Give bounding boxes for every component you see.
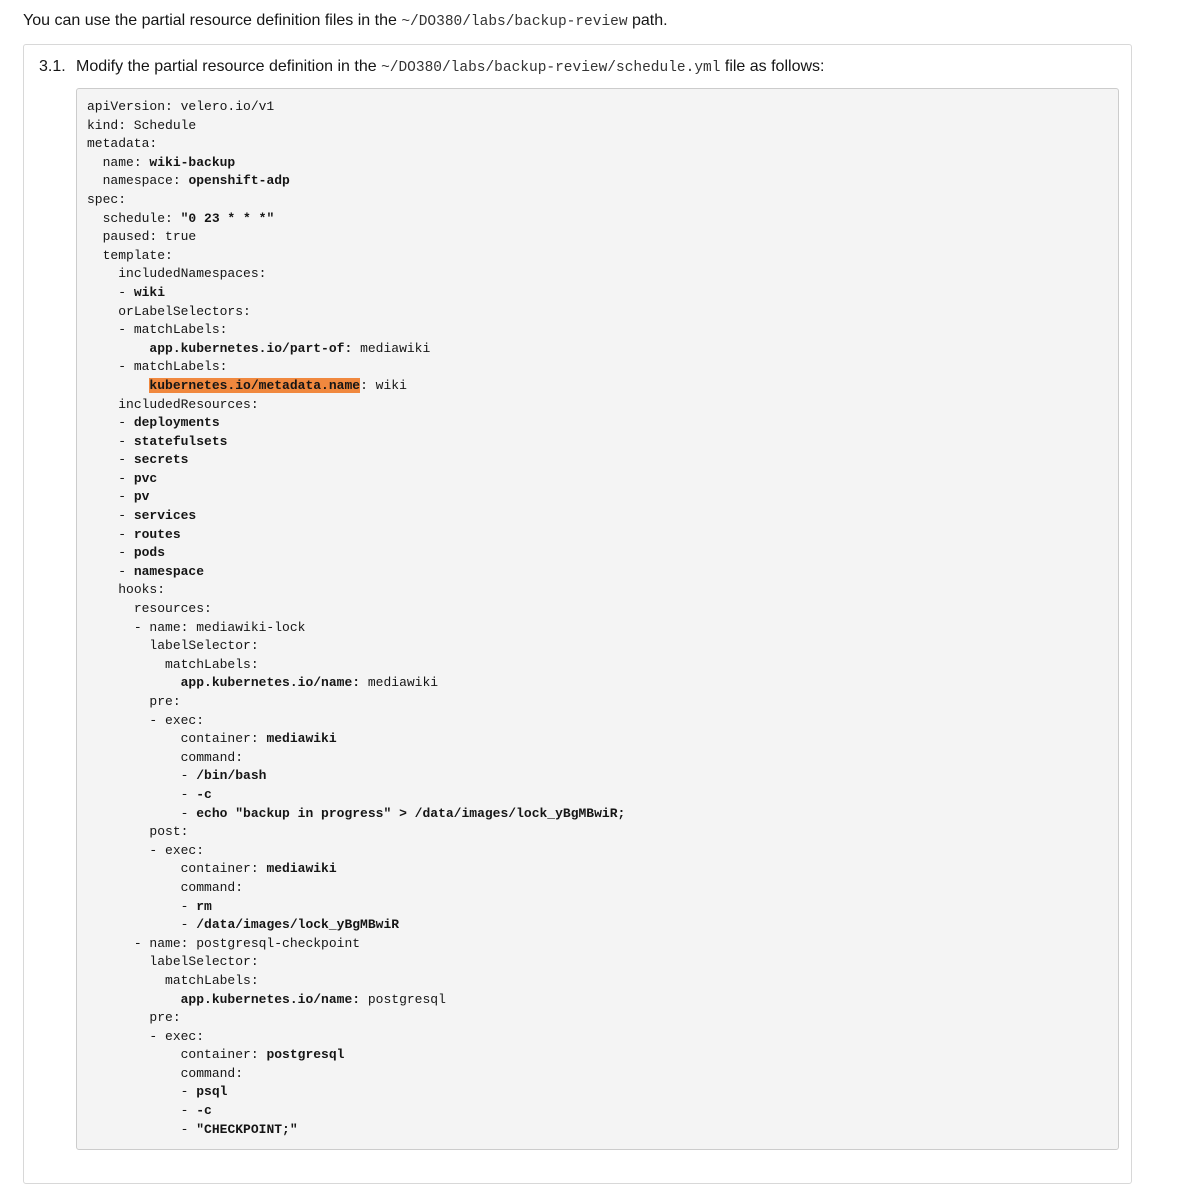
- code-line: [87, 526, 625, 545]
- code-line: [87, 898, 625, 917]
- code-bold-value: "CHECKPOINT;": [196, 1121, 298, 1137]
- code-line: [87, 637, 625, 656]
- code-line: [87, 265, 625, 284]
- code-text: command:: [180, 879, 244, 895]
- code-text: - exec:: [149, 842, 205, 858]
- code-bold-value: app.kubernetes.io/name:: [180, 991, 361, 1007]
- code-bold-value: mediawiki: [266, 731, 337, 747]
- code-listing: [87, 98, 625, 1139]
- code-text: labelSelector:: [149, 954, 259, 970]
- code-indent: [87, 750, 181, 765]
- code-line: [87, 340, 625, 359]
- code-indent: [87, 266, 118, 281]
- code-text-rest: mediawiki: [352, 340, 431, 356]
- code-indent: [87, 1066, 181, 1081]
- code-indent: [87, 229, 103, 244]
- code-indent: [87, 899, 181, 914]
- code-text: command:: [180, 749, 244, 765]
- code-line: [87, 210, 625, 229]
- code-text: -: [180, 1103, 197, 1119]
- code-line: [87, 1121, 625, 1140]
- code-bold-value: pods: [133, 545, 166, 561]
- code-bold-value: wiki: [133, 284, 166, 300]
- code-line: [87, 916, 625, 935]
- code-text: -: [118, 415, 134, 431]
- code-line: [87, 1009, 625, 1028]
- code-text: - matchLabels:: [118, 359, 228, 375]
- code-text: labelSelector:: [149, 638, 259, 654]
- code-indent: [87, 508, 118, 523]
- code-line: [87, 563, 625, 582]
- code-line: [87, 730, 625, 749]
- code-line: [87, 972, 625, 991]
- code-indent: [87, 211, 103, 226]
- code-line: [87, 135, 625, 154]
- code-indent: [87, 1047, 181, 1062]
- code-indent: [87, 880, 181, 895]
- code-bold-value: psql: [196, 1084, 228, 1100]
- code-text: pre:: [149, 1010, 181, 1026]
- code-text: -: [118, 508, 134, 524]
- code-bold-value: wiki-backup: [149, 154, 236, 170]
- step-number: 3.1.: [39, 58, 66, 75]
- code-text: orLabelSelectors:: [118, 303, 251, 319]
- code-text: includedNamespaces:: [118, 266, 267, 282]
- code-line: [87, 767, 625, 786]
- code-indent: [87, 713, 149, 728]
- code-text: -: [180, 805, 197, 821]
- code-indent: [87, 1122, 181, 1137]
- code-line: [87, 470, 625, 489]
- code-text-rest: : wiki: [360, 377, 407, 393]
- code-line: [87, 1046, 625, 1065]
- code-indent: [87, 917, 181, 932]
- code-line: [87, 674, 625, 693]
- code-line: [87, 117, 625, 136]
- code-block: [76, 88, 1119, 1150]
- code-indent: [87, 471, 118, 486]
- code-line: [87, 321, 625, 340]
- code-line: [87, 860, 625, 879]
- code-indent: [87, 806, 181, 821]
- code-line: [87, 619, 625, 638]
- code-text: -: [118, 284, 134, 300]
- code-indent: [87, 657, 165, 672]
- code-indent: [87, 173, 103, 188]
- code-text: spec:: [87, 191, 127, 207]
- code-text: kind: Schedule: [87, 117, 197, 133]
- code-text: hooks:: [118, 582, 166, 598]
- code-indent: [87, 582, 118, 597]
- code-indent: [87, 787, 181, 802]
- code-line: [87, 581, 625, 600]
- code-text: namespace:: [102, 173, 189, 189]
- code-line: [87, 507, 625, 526]
- code-text: container:: [180, 1047, 267, 1063]
- code-bold-value: services: [133, 508, 197, 524]
- code-indent: [87, 248, 103, 263]
- code-indent: [87, 675, 181, 690]
- code-bold-value: -c: [196, 1103, 212, 1119]
- code-text: -: [118, 545, 134, 561]
- code-line: [87, 749, 625, 768]
- code-line: [87, 805, 625, 824]
- code-text: -: [180, 786, 197, 802]
- code-bold-value: statefulsets: [133, 433, 228, 449]
- intro-paragraph: [23, 10, 668, 33]
- code-line: [87, 712, 625, 731]
- step-text-before: Modify the partial resource definition in the: [76, 58, 382, 75]
- code-indent: [87, 489, 118, 504]
- code-indent: [87, 1084, 181, 1099]
- code-text: -: [180, 1084, 197, 1100]
- code-text-rest: postgresql: [360, 991, 446, 1007]
- code-text: -: [118, 452, 134, 468]
- code-text: -: [180, 1121, 197, 1137]
- code-indent: [87, 824, 149, 839]
- code-text: command:: [180, 1065, 244, 1081]
- code-line: [87, 247, 625, 266]
- code-text: - matchLabels:: [118, 322, 228, 338]
- code-indent: [87, 768, 181, 783]
- step-instruction: [76, 56, 824, 79]
- code-line: [87, 842, 625, 861]
- code-indent: [87, 936, 134, 951]
- code-line: [87, 693, 625, 712]
- code-line: [87, 414, 625, 433]
- code-line: [87, 953, 625, 972]
- code-text: - exec:: [149, 1028, 205, 1044]
- code-line: [87, 991, 625, 1010]
- code-indent: [87, 378, 149, 393]
- code-line: [87, 358, 625, 377]
- code-line: [87, 600, 625, 619]
- code-indent: [87, 620, 134, 635]
- code-text: - exec:: [149, 712, 205, 728]
- code-bold-value: app.kubernetes.io/part-of:: [149, 340, 353, 356]
- code-text: - name: postgresql-checkpoint: [133, 935, 361, 951]
- code-line: [87, 786, 625, 805]
- code-line: [87, 1028, 625, 1047]
- code-text: template:: [102, 247, 173, 263]
- code-indent: [87, 1103, 181, 1118]
- code-line: [87, 377, 625, 396]
- code-indent: [87, 601, 134, 616]
- code-line: [87, 488, 625, 507]
- code-bold-value: /data/images/lock_yBgMBwiR: [196, 917, 400, 933]
- code-text: metadata:: [87, 136, 158, 152]
- code-indent: [87, 359, 118, 374]
- code-bold-value: echo "backup in progress" > /data/images/lock_yBgMBwiR;: [196, 805, 626, 821]
- code-line: [87, 396, 625, 415]
- code-indent: [87, 322, 118, 337]
- code-line: [87, 1065, 625, 1084]
- code-line: [87, 656, 625, 675]
- code-bold-value: routes: [133, 526, 181, 542]
- code-bold-value: openshift-adp: [188, 173, 290, 189]
- code-bold-value: deployments: [133, 415, 220, 431]
- step-text-after: file as follows:: [720, 58, 825, 75]
- code-indent: [87, 304, 118, 319]
- code-indent: [87, 397, 118, 412]
- code-bold-value: -c: [196, 786, 212, 802]
- code-text: pre:: [149, 694, 181, 709]
- code-bold-value: postgresql: [266, 1047, 345, 1063]
- code-indent: [87, 527, 118, 542]
- code-line: [87, 172, 625, 191]
- code-indent: [87, 638, 149, 653]
- code-text: -: [118, 470, 134, 486]
- code-indent: [87, 992, 181, 1007]
- code-line: [87, 191, 625, 210]
- code-indent: [87, 973, 165, 988]
- code-text: post:: [149, 824, 189, 840]
- intro-path-code: ~/DO380/labs/backup-review: [401, 14, 628, 30]
- code-text: -: [180, 768, 197, 784]
- code-indent: [87, 731, 181, 746]
- code-line: [87, 98, 625, 117]
- code-line: [87, 1083, 625, 1102]
- code-text: container:: [180, 861, 267, 877]
- code-indent: [87, 155, 103, 170]
- code-line: [87, 303, 625, 322]
- code-bold-value: app.kubernetes.io/name:: [180, 675, 361, 691]
- code-line: [87, 284, 625, 303]
- code-bold-value: rm: [196, 898, 212, 914]
- code-line: [87, 228, 625, 247]
- code-text: schedule:: [102, 210, 181, 226]
- code-indent: [87, 285, 118, 300]
- code-text: - name: mediawiki-lock: [133, 619, 306, 635]
- code-text: includedResources:: [118, 396, 259, 412]
- intro-text-after: path.: [627, 12, 668, 29]
- code-line: [87, 433, 625, 452]
- code-text: -: [118, 526, 134, 542]
- code-text-rest: mediawiki: [360, 675, 439, 691]
- code-indent: [87, 861, 181, 876]
- code-text: container:: [180, 731, 267, 747]
- code-bold-value: mediawiki: [266, 861, 337, 877]
- code-text: matchLabels:: [165, 656, 259, 672]
- code-indent: [87, 954, 149, 969]
- code-bold-value: /bin/bash: [196, 768, 267, 784]
- code-line: [87, 451, 625, 470]
- code-indent: [87, 452, 118, 467]
- code-text: apiVersion: velero.io/v1: [87, 99, 275, 114]
- code-line: [87, 154, 625, 173]
- code-line: [87, 935, 625, 954]
- step-file-path-code: ~/DO380/labs/backup-review/schedule.yml: [381, 60, 721, 76]
- code-highlighted-key: kubernetes.io/metadata.name: [149, 377, 361, 393]
- code-indent: [87, 434, 118, 449]
- code-text: resources:: [133, 601, 212, 617]
- code-indent: [87, 415, 118, 430]
- code-text: matchLabels:: [165, 972, 259, 988]
- code-bold-value: pvc: [133, 470, 158, 486]
- code-indent: [87, 564, 118, 579]
- code-bold-value: secrets: [133, 452, 189, 468]
- code-indent: [87, 843, 149, 858]
- code-bold-value: namespace: [133, 563, 205, 579]
- code-text: -: [118, 489, 134, 505]
- intro-text-before: You can use the partial resource definition files in the: [23, 12, 402, 29]
- code-text: -: [180, 917, 197, 933]
- code-line: [87, 823, 625, 842]
- code-text: name:: [102, 154, 150, 170]
- code-indent: [87, 1029, 149, 1044]
- code-text: -: [118, 563, 134, 579]
- code-line: [87, 879, 625, 898]
- code-line: [87, 1102, 625, 1121]
- code-indent: [87, 1010, 149, 1025]
- code-indent: [87, 694, 149, 709]
- code-bold-value: "0 23 * * *": [180, 210, 275, 226]
- code-indent: [87, 341, 149, 356]
- code-text: paused: true: [102, 229, 197, 245]
- code-text: -: [118, 433, 134, 449]
- code-bold-value: pv: [133, 489, 150, 505]
- code-text: -: [180, 898, 197, 914]
- step-3-1-container: [23, 44, 1132, 1184]
- code-line: [87, 544, 625, 563]
- code-indent: [87, 545, 118, 560]
